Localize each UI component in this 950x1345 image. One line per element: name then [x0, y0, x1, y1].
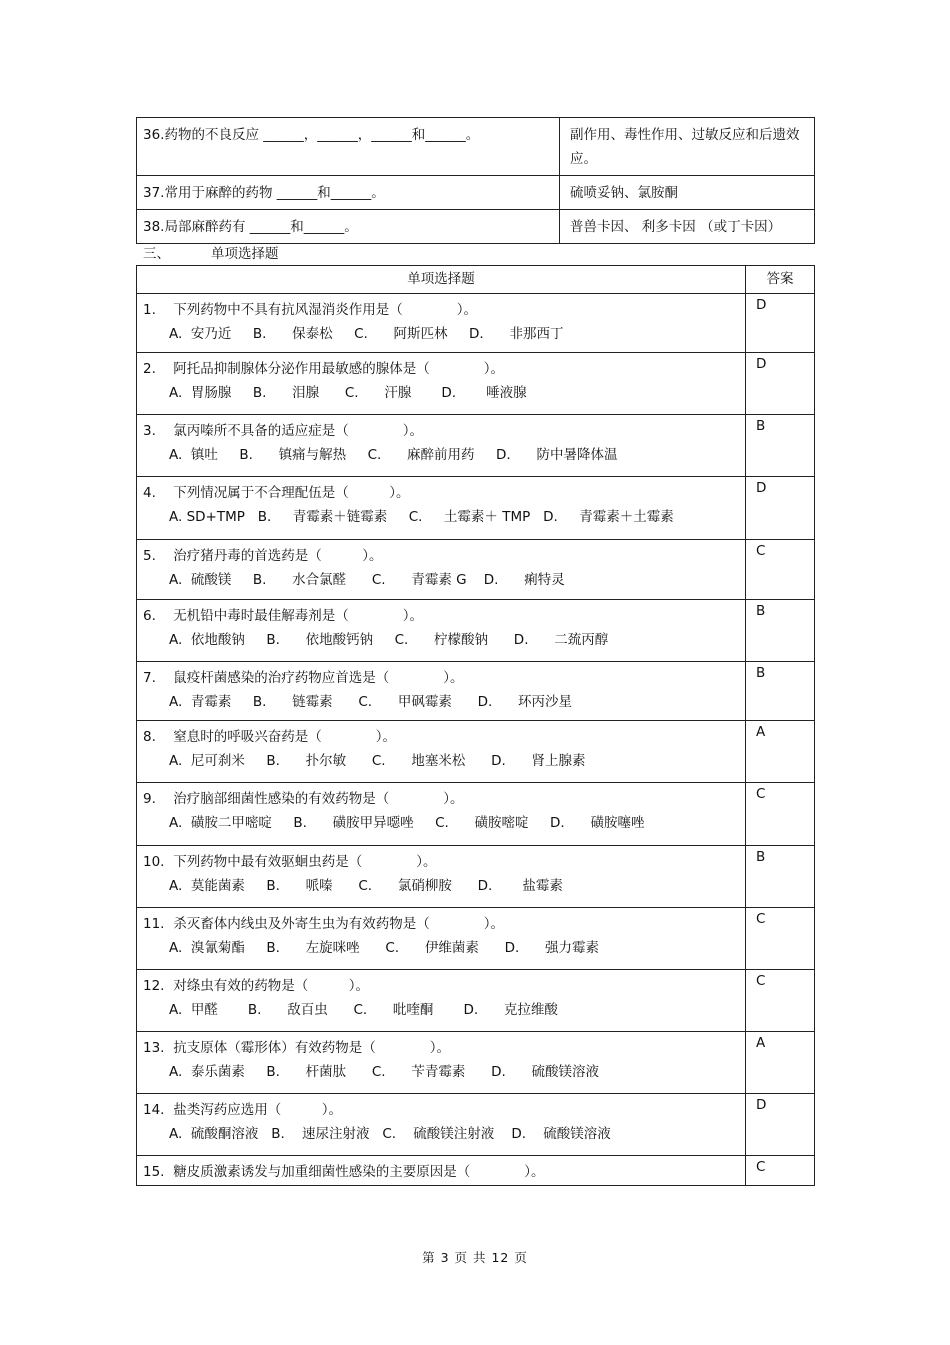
question-cell [137, 662, 746, 721]
question-stem [143, 604, 737, 628]
question-cell [137, 477, 746, 540]
question-stem [143, 419, 737, 443]
answer-cell: A [746, 1032, 815, 1094]
question-cell [137, 1156, 746, 1186]
question-number: 13. [143, 1040, 165, 1056]
fill-row [137, 176, 815, 210]
fill-in-blank-table [136, 117, 815, 244]
question-row [137, 353, 815, 415]
question-cell [137, 353, 746, 415]
fill-answer: 硫喷妥钠、氯胺酮 [560, 176, 815, 210]
question-cell [137, 908, 746, 970]
question-text: 下列药物中最有效驱蛔虫药是（ ）。 [173, 854, 437, 870]
question-options: A. 安乃近 B. 保泰松 C. 阿斯匹林 D. 非那西丁 [169, 326, 564, 342]
question-number: 15. [143, 1164, 165, 1180]
question-stem [143, 725, 737, 749]
question-options: A. 泰乐菌素 B. 杆菌肽 C. 苄青霉素 D. 硫酸镁溶液 [169, 1064, 600, 1080]
question-stem [143, 912, 737, 936]
question-options: A. 磺胺二甲嘧啶 B. 磺胺甲异噁唑 C. 磺胺嘧啶 D. 磺胺噻唑 [169, 815, 645, 831]
question-text: 下列药物中不具有抗风湿消炎作用是（ ）。 [173, 302, 478, 318]
fill-row [137, 118, 815, 176]
question-options: A. 甲醛 B. 敌百虫 C. 吡喹酮 D. 克拉维酸 [169, 1002, 558, 1018]
question-text: 氯丙嗪所不具备的适应症是（ ）。 [173, 423, 424, 439]
question-options: A. 镇吐 B. 镇痛与解热 C. 麻醉前用药 D. 防中暑降体温 [169, 447, 618, 463]
question-options: A. 溴氰菊酯 B. 左旋咪唑 C. 伊维菌素 D. 强力霉素 [169, 940, 600, 956]
question-stem [143, 787, 737, 811]
question-row [137, 600, 815, 662]
question-row [137, 721, 815, 783]
multiple-choice-table [136, 265, 815, 1186]
question-number: 8. [143, 729, 156, 745]
question-cell [137, 1094, 746, 1156]
question-text: 鼠疫杆菌感染的治疗药物应首选是（ ）。 [173, 670, 464, 686]
question-cell [137, 415, 746, 477]
question-stem [143, 666, 737, 690]
section-heading [143, 242, 279, 262]
section-title: 单项选择题 [211, 246, 279, 262]
question-row [137, 1156, 815, 1186]
question-stem [143, 544, 737, 568]
question-options: A. 胃肠腺 B. 泪腺 C. 汗腺 D. 唾液腺 [169, 385, 527, 401]
question-text: 无机铅中毒时最佳解毒剂是（ ）。 [173, 608, 424, 624]
page-footer: 第 3 页 共 12 页 [422, 1250, 528, 1265]
question-number: 7. [143, 670, 156, 686]
question-number: 10. [143, 854, 165, 870]
question-options: A. SD+TMP B. 青霉素＋链霉素 C. 土霉素＋ TMP D. 青霉素＋土霉素 [169, 509, 674, 525]
question-text: 治疗猪丹毒的首选药是（ ）。 [173, 548, 383, 564]
question-options: A. 依地酸钠 B. 依地酸钙钠 C. 柠檬酸钠 D. 二巯丙醇 [169, 632, 609, 648]
answer-cell: B [746, 846, 815, 908]
question-cell [137, 783, 746, 846]
fill-row [137, 210, 815, 244]
question-number: 4. [143, 485, 156, 501]
question-number: 11. [143, 916, 165, 932]
question-stem [143, 298, 737, 322]
question-text: 抗支原体（霉形体）有效药物是（ ）。 [173, 1040, 451, 1056]
answer-cell: C [746, 970, 815, 1032]
question-cell [137, 970, 746, 1032]
question-number: 6. [143, 608, 156, 624]
question-list [137, 294, 815, 1186]
question-row [137, 846, 815, 908]
header-answer: 答案 [746, 266, 815, 294]
question-row [137, 477, 815, 540]
question-number: 2. [143, 361, 156, 377]
question-text: 下列情况属于不合理配伍是（ ）。 [173, 485, 410, 501]
answer-cell: A [746, 721, 815, 783]
question-text: 盐类泻药应选用（ ）。 [173, 1102, 343, 1118]
question-number: 1. [143, 302, 156, 318]
answer-cell: B [746, 600, 815, 662]
question-stem [143, 1160, 737, 1184]
question-stem [143, 1036, 737, 1060]
question-row [137, 1032, 815, 1094]
question-text: 阿托品抑制腺体分泌作用最敏感的腺体是（ ）。 [173, 361, 505, 377]
answer-cell: C [746, 908, 815, 970]
answer-cell: C [746, 783, 815, 846]
question-cell [137, 540, 746, 600]
question-row [137, 783, 815, 846]
question-options: A. 硫酸镁 B. 水合氯醛 C. 青霉素 G D. 痢特灵 [169, 572, 565, 588]
question-stem [143, 481, 737, 505]
question-number: 14. [143, 1102, 165, 1118]
question-row [137, 1094, 815, 1156]
question-text: 糖皮质激素诱发与加重细菌性感染的主要原因是（ ）。 [173, 1164, 545, 1180]
question-stem [143, 850, 737, 874]
question-text: 杀灭畜体内线虫及外寄生虫为有效药物是（ ）。 [173, 916, 505, 932]
question-row [137, 908, 815, 970]
question-text: 窒息时的呼吸兴奋药是（ ）。 [173, 729, 397, 745]
question-cell [137, 846, 746, 908]
question-cell [137, 600, 746, 662]
question-cell [137, 294, 746, 353]
question-stem [143, 1098, 737, 1122]
fill-question: 38.局部麻醉药有 ______和______。 [137, 210, 560, 244]
fill-answer: 普兽卡因、 利多卡因 （或丁卡因） [560, 210, 815, 244]
question-options: A. 莫能菌素 B. 哌嗪 C. 氯硝柳胺 D. 盐霉素 [169, 878, 563, 894]
question-number: 5. [143, 548, 156, 564]
question-number: 3. [143, 423, 156, 439]
question-stem [143, 357, 737, 381]
answer-cell: C [746, 1156, 815, 1186]
answer-cell: D [746, 477, 815, 540]
question-row [137, 970, 815, 1032]
answer-cell: D [746, 353, 815, 415]
question-number: 9. [143, 791, 156, 807]
question-stem [143, 974, 737, 998]
fill-question: 37.常用于麻醉的药物 ______和______。 [137, 176, 560, 210]
answer-cell: D [746, 1094, 815, 1156]
question-row [137, 415, 815, 477]
fill-question: 36.药物的不良反应 ______，______，______和______。 [137, 118, 560, 176]
answer-cell: B [746, 415, 815, 477]
question-text: 治疗脑部细菌性感染的有效药物是（ ）。 [173, 791, 464, 807]
answer-cell: B [746, 662, 815, 721]
question-cell [137, 721, 746, 783]
header-question: 单项选择题 [137, 266, 746, 294]
question-cell [137, 1032, 746, 1094]
question-row [137, 662, 815, 721]
answer-cell: C [746, 540, 815, 600]
header-row [137, 266, 815, 294]
fill-answer: 副作用、毒性作用、过敏反应和后遗效应。 [560, 118, 815, 176]
question-options: A. 尼可刹米 B. 扑尔敏 C. 地塞米松 D. 肾上腺素 [169, 753, 586, 769]
question-text: 对绦虫有效的药物是（ ）。 [173, 978, 370, 994]
question-options: A. 青霉素 B. 链霉素 C. 甲砜霉素 D. 环丙沙星 [169, 694, 573, 710]
answer-cell: D [746, 294, 815, 353]
section-number: 三、 [143, 246, 170, 262]
question-number: 12. [143, 978, 165, 994]
question-options: A. 硫酸酮溶液 B. 速尿注射液 C. 硫酸镁注射液 D. 硫酸镁溶液 [169, 1126, 611, 1142]
question-row [137, 540, 815, 600]
question-row [137, 294, 815, 353]
